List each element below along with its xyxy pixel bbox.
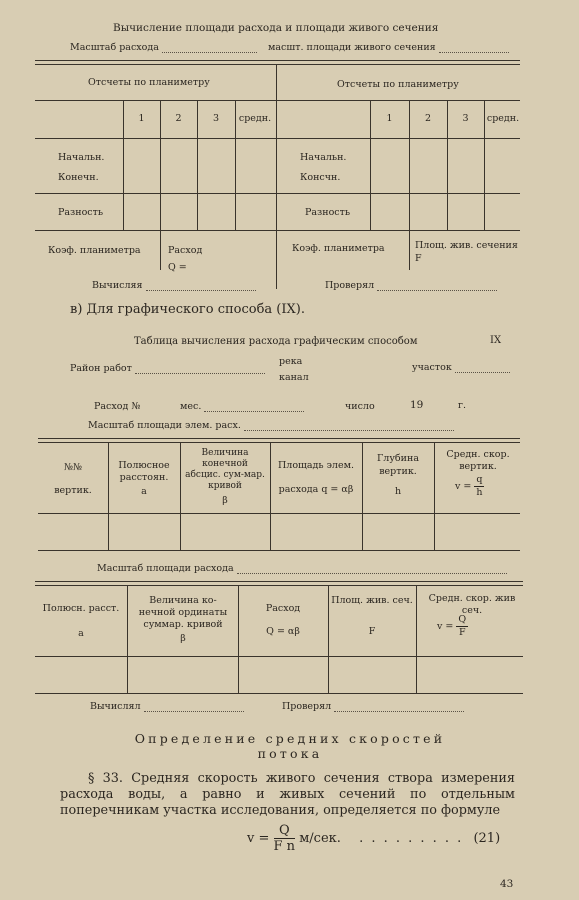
t1-rule-b [35, 138, 520, 139]
t1-col-1: 1 [138, 113, 145, 124]
t1-row-start-r: Начальн. [300, 152, 347, 163]
t2-h1b: вертик. [54, 485, 92, 496]
t1-col-2: 2 [175, 113, 182, 124]
t1-col-avg-r: средн. [486, 113, 520, 124]
t1-flow: Расход [168, 245, 203, 256]
t2-h6-formula: v = $\frac{q}{h}$ [455, 474, 483, 498]
flow-no-label: Расход № [94, 401, 141, 412]
t1-col-2-r: 2 [424, 113, 432, 124]
canal-label: канал [279, 372, 309, 383]
scale-flow-label: Масштаб расхода [70, 42, 257, 53]
t2-scale: Масштаб площади элем. расх. [88, 420, 454, 431]
district-label: Район работ [70, 363, 265, 374]
river-label: река [279, 356, 303, 367]
t1-vline [160, 230, 161, 270]
t1-col-avg: средн. [238, 113, 272, 124]
t3-h2: Величина ко-нечной ординаты суммар. кривой [138, 595, 228, 630]
t1-row-diff: Разность [58, 207, 104, 218]
year-suffix: г. [458, 400, 466, 411]
t3-vline [127, 585, 128, 693]
t1-left-header: Отсчеты по планиметру [88, 77, 210, 88]
t2-top-rule [38, 438, 520, 439]
t3-h5: Средн. скор. жив сеч. [428, 593, 516, 616]
date-label: число [345, 401, 375, 412]
t1-coef-r: Коэф. планиметра [292, 243, 385, 254]
t3-bottom-rule [35, 693, 523, 694]
t3-vline [328, 585, 329, 693]
t3-h2s: β [180, 633, 186, 644]
t1-checked: Проверял [325, 280, 497, 291]
t2-h2s: a [141, 486, 147, 497]
t1-col-1-r: 1 [386, 113, 393, 124]
page-number: 43 [500, 878, 514, 890]
t2-h5s: h [394, 486, 402, 497]
t3-vline [416, 585, 417, 693]
t3-checked: Проверял [282, 701, 464, 712]
t1-row-end: Конечн. [58, 172, 99, 183]
t2-h3s: β [222, 495, 228, 506]
t3-h3: Расход [265, 603, 301, 614]
t1-top-rule2 [35, 64, 520, 65]
t2-top-rule2 [38, 442, 520, 443]
t2-head-rule [38, 513, 520, 514]
t1-vline [409, 230, 410, 270]
t1-right-header: Отсчеты по планиметру [337, 79, 459, 90]
section-b-heading: в) Для графического способа (IX). [70, 302, 305, 317]
t2-vline [108, 442, 109, 550]
t3-h5-formula: v = $\frac{Q}{F}$ [437, 614, 467, 638]
t2-h4: Площадь элем. [278, 460, 354, 471]
t2-h5: Глубина вертик. [377, 453, 419, 477]
t3-computed: Вычислял [90, 701, 244, 712]
t3-h3b: Q = αβ [266, 626, 300, 637]
t2-vline [434, 442, 435, 550]
t2-vline [362, 442, 363, 550]
t3-scale: Масштаб площади расхода [97, 563, 507, 574]
month-label: мес. [180, 401, 304, 412]
t1-row-diff-r: Разность [305, 207, 351, 218]
t2-h3: Величина конечной абсцис. сум-мар. кривой [185, 448, 265, 491]
t1-rule-c [35, 193, 520, 194]
t1-row-start: Начальн. [58, 152, 105, 163]
t1-mid-divider [276, 64, 277, 289]
t3-h4s: F [368, 626, 376, 637]
plot-label: участок [412, 362, 510, 373]
formula-21: v = $\frac{Q}{\text{F n}}$ м/сек. . . . . . . . . . (21) [247, 823, 501, 854]
t1-col-3: 3 [212, 113, 220, 124]
table2-number: IX [490, 335, 502, 346]
t1-computed: Вычисляя [92, 280, 256, 291]
t1-area: Площ. жив. сечения [415, 240, 518, 251]
t2-vline [270, 442, 271, 550]
t1-col-3-r: 3 [462, 113, 469, 124]
t1-area-sym: F [415, 253, 422, 264]
t2-vline [180, 442, 181, 550]
t2-h2: Полюсное расстоян. [118, 460, 170, 483]
t3-h1s: a [78, 628, 84, 639]
t1-coef: Коэф. планиметра [48, 245, 141, 256]
t1-flow-sym: Q = [168, 262, 187, 273]
t2-h1: №№ [64, 462, 82, 473]
paragraph-33: § 33. Средняя скорость живого сечения створа измерения расхода воды, а равно и живых сечений по отдельным поперечникам участка исследования, определяется по формуле [60, 771, 515, 818]
t1-top-rule [35, 60, 520, 61]
t3-top-rule2 [35, 585, 523, 586]
section-heading: Определение средних скоростей [134, 731, 446, 746]
t3-vline [238, 585, 239, 693]
t3-head-rule [35, 656, 523, 657]
scale-area-label: масшт. площади живого сечения [268, 42, 509, 53]
table2-title: Таблица вычисления расхода графическим способом [134, 336, 418, 347]
table1-title: Вычисление площади расхода и площади живого сечения [113, 22, 439, 34]
t3-h1: Полюсн. расст. [42, 603, 120, 614]
year-label: 19 [410, 399, 424, 411]
section-heading-2: потока [257, 746, 323, 761]
t2-h6: Средн. скор. вертик. [446, 449, 510, 472]
t3-top-rule [35, 581, 523, 582]
t1-rule-d [35, 230, 520, 231]
t2-bottom-rule [38, 550, 520, 551]
t2-h4b: расхода q = αβ [278, 484, 354, 495]
t1-row-end-r: Консчн. [300, 172, 341, 183]
t3-h4: Площ. жив. сеч. [331, 595, 413, 606]
